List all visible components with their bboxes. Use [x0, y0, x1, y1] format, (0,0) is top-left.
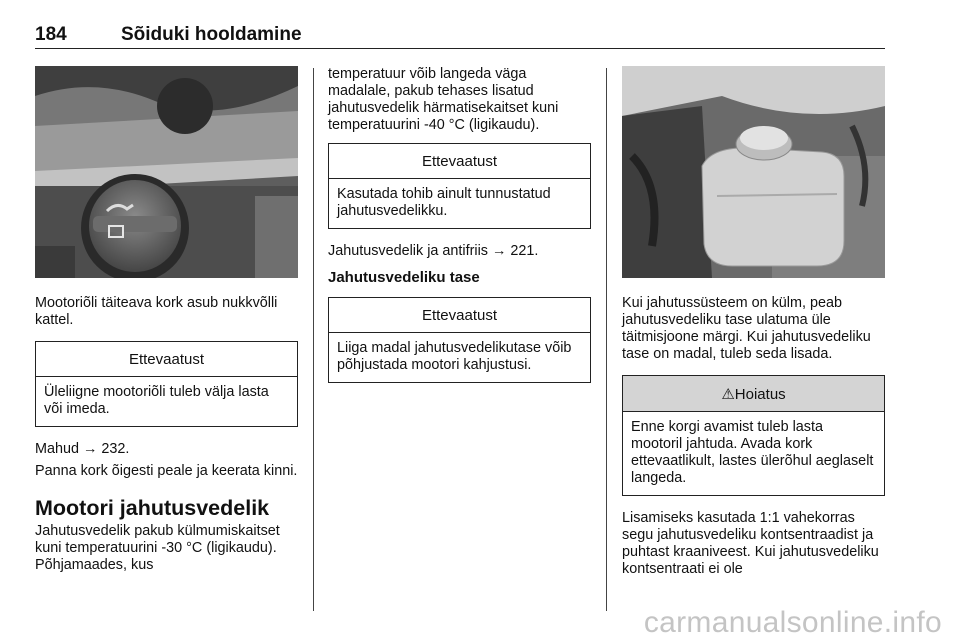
caution-title: Ettevaatust: [329, 298, 590, 333]
antifreeze-reference: Jahutusvedelik ja antifriis → 221.: [328, 243, 539, 259]
caution-body: Liiga madal jahutusvedelikutase võib põhjustada mootori kahjustusi.: [337, 340, 572, 373]
coolant-reservoir-photo: [622, 66, 885, 278]
caution-box: [35, 341, 298, 427]
column-right: [622, 66, 885, 578]
column-left: [35, 66, 298, 574]
coolant-level-heading: Jahutusvedeliku tase: [328, 269, 480, 286]
coolant-continuation-text: temperatuur võib langeda väga madalale, pakub tehases lisatud jahutusvedelik härmatisekaitset kuni temperatuurini -40 °C (ligikaudu).: [328, 66, 559, 133]
caution-box: [328, 143, 591, 229]
coolant-reservoir-image: [622, 66, 885, 278]
coolant-level-text: Kui jahutussüsteem on külm, peab jahutusvedeliku tase ulatuma üle täitmisjoone märgi. Kui jahutusvedeliku tase on madal, tuleb seda lisada.: [622, 295, 871, 362]
warning-title: Hoiatus: [734, 386, 786, 403]
caution-title: Ettevaatust: [36, 342, 297, 377]
cap-instruction-text: Panna kork õigesti peale ja keerata kinni.: [35, 463, 298, 479]
page-number: 184: [35, 24, 67, 45]
caution-body: Kasutada tohib ainult tunnustatud jahutusvedelikku.: [337, 186, 551, 219]
column-middle: [328, 66, 591, 383]
column-divider: [313, 68, 314, 611]
oil-cap-location-text: Mootoriõli täiteava kork asub nukkvõlli kattel.: [35, 295, 278, 328]
caution-body: Üleliigne mootoriõli tuleb välja lasta või imeda.: [44, 384, 269, 417]
page-title: Sõiduki hooldamine: [121, 24, 302, 45]
oil-cap-photo: [35, 66, 298, 278]
warning-header: [623, 376, 884, 412]
caution-box: [328, 297, 591, 383]
warning-triangle-icon: ⚠: [721, 386, 735, 403]
column-divider: [606, 68, 607, 611]
capacity-reference: Mahud → 232.: [35, 441, 130, 457]
coolant-heading: Mootori jahutusvedelik: [35, 496, 270, 520]
watermark: carmanualsonline.info: [643, 606, 942, 639]
warning-body: Enne korgi avamist tuleb lasta mootoril jahtuda. Avada kork ettevaatlikult, lastes ülerõhul aeglaselt langeda.: [631, 419, 874, 486]
warning-box: [622, 375, 885, 496]
oil-filler-cap-image: [35, 66, 298, 278]
caution-title: Ettevaatust: [329, 144, 590, 179]
coolant-text: Jahutusvedelik pakub külmumiskaitset kuni temperatuurini -30 °C (ligikaudu). Põhjamaades, kus: [35, 523, 280, 573]
page-header: [35, 22, 885, 49]
mixing-instruction-text: Lisamiseks kasutada 1:1 vahekorras segu jahutusvedeliku kontsentraadist ja puhtast kraaniveest. Kui jahutusvedeliku kontsentraati ei ole: [622, 510, 879, 577]
